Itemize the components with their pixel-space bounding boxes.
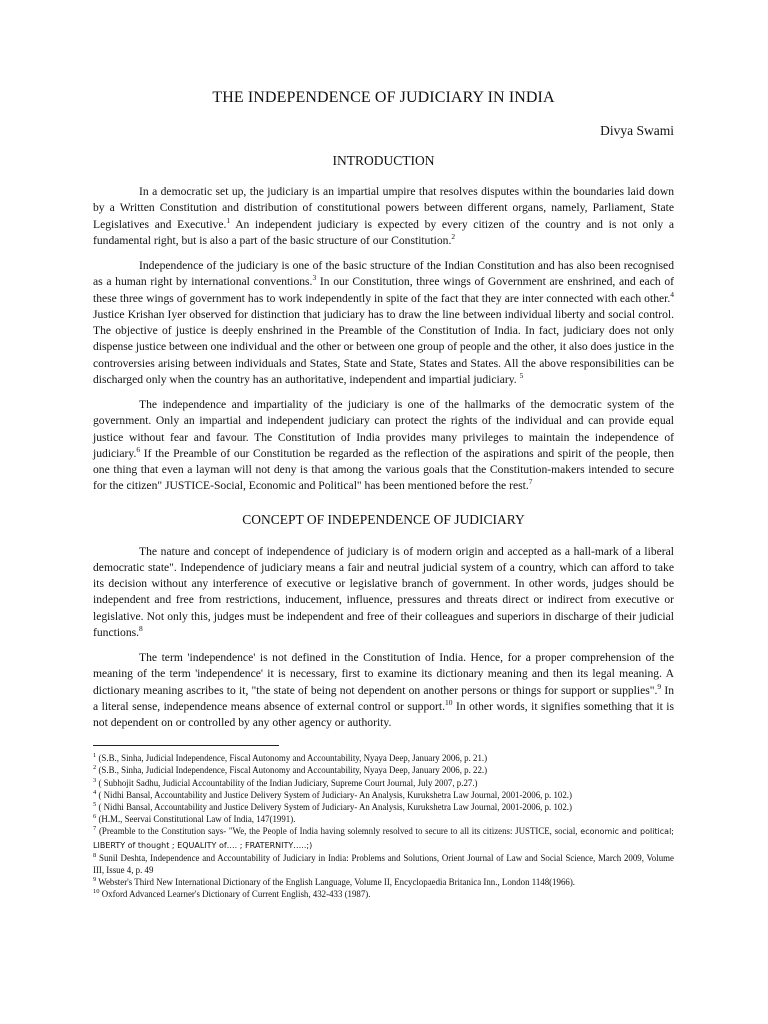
footnote-number: 6 xyxy=(93,813,97,821)
footnote-number: 3 xyxy=(93,776,97,784)
paragraph-2-text-a: Independence of the judiciary is one of the basic structure of the Indian Constitution and has also been recognised as a human right by international conventions. xyxy=(93,259,674,289)
footnote-ref-8: 8 xyxy=(139,623,143,633)
footnote-text: Oxford Advanced Learner's Dictionary of Current English, 432-433 (1987). xyxy=(99,889,371,900)
footnote-3 xyxy=(93,777,674,789)
paragraph-2-text-b: In our Constitution, three wings of Government are enshrined, and each of these three wings of government has to work independently in spite of the fact that they are inter connected with each other. xyxy=(93,275,674,305)
footnote-7 xyxy=(93,825,674,851)
footnote-number: 9 xyxy=(93,876,97,884)
footnote-text: (S.B., Sinha, Judicial Independence, Fiscal Autonomy and Accountability, Nyaya Deep, January 2006, p. 22.) xyxy=(96,765,488,776)
footnote-6 xyxy=(93,813,674,825)
footnote-ref-10: 10 xyxy=(445,697,453,707)
paragraph-3-text-a: The independence and impartiality of the judiciary is one of the hallmarks of the democratic system of the government. Only an impartial and independent judiciary can protect the rights of the individual and can provide equal justice without fear and favour. The Constitution of India provides many privileges to maintain the independence of judiciary. xyxy=(93,398,674,460)
paragraph-1 xyxy=(93,184,674,249)
footnote-ref-3: 3 xyxy=(312,273,317,283)
footnote-text: ( Subhojit Sadhu, Judicial Accountability of the Indian Judiciary, Supreme Court Journal, July 2007, p.27.) xyxy=(96,777,478,788)
paragraph-4-text-a: The nature and concept of independence of judiciary is of modern origin and accepted as a hall-mark of a liberal democratic state". Independence of judiciary means a fair and neutral judicial system of a country, which can afford to take its decision without any interference of executive or legislative branch of government. In other words, judges should be independent and free from restrictions, inducement, influence, pressures and threats direct or indirect from executive or legislative. Not only this, judges must be independent and free of their colleagues and superiors in discharge of their judicial functions. xyxy=(93,544,674,639)
author-name: Divya Swami xyxy=(600,123,674,138)
footnote-text: ( Nidhi Bansal, Accountability and Justice Delivery System of Judiciary- An Analysis, Kurukshetra Law Journal, 2001-2006, p. 102.) xyxy=(96,802,572,813)
footnote-ref-7: 7 xyxy=(528,477,533,487)
footnote-number: 2 xyxy=(93,764,97,772)
footnote-number: 1 xyxy=(93,752,97,760)
footnote-8 xyxy=(93,852,674,876)
section-heading-introduction: INTRODUCTION xyxy=(332,153,435,168)
paragraph-1-text-b: An independent judiciary is expected by every citizen of the country and is not only a fundamental right, but is also a part of the basic structure of our Constitution. xyxy=(93,217,674,247)
paragraph-5-text-a: The term 'independence' is not defined in the Constitution of India. Hence, for a proper comprehension of the meaning of the term 'independence' it is necessary, first to examine its dictionary meaning and then its legal meaning. A dictionary meaning ascribes to it, "the state of being not dependent on another persons or things for support or supplies". xyxy=(93,651,674,697)
footnote-4 xyxy=(93,789,674,801)
footnote-text: (S.B., Sinha, Judicial Independence, Fiscal Autonomy and Accountability, Nyaya Deep, January 2006, p. 21.) xyxy=(96,753,488,764)
footnote-ref-4: 4 xyxy=(670,289,674,299)
paragraph-4 xyxy=(93,544,674,642)
section-heading-concept: CONCEPT OF INDEPENDENCE OF JUDICIARY xyxy=(242,511,525,527)
footnote-text: (Preamble to the Constitution says- "We, the People of India having solemnly resolved to secure to all its citizens: JUSTICE, social, xyxy=(96,826,581,837)
footnote-number: 4 xyxy=(93,788,97,796)
footnote-5 xyxy=(93,801,674,813)
footnote-text: Webster's Third New International Dictionary of the English Language, Volume II, Encyclopaedia Britanica Inn., London 1148(1966). xyxy=(96,877,576,888)
footnote-number: 10 xyxy=(93,888,100,896)
paragraph-3-text-b: If the Preamble of our Constitution be regarded as the reflection of the aspirations and spirit of the people, then one thing that even a layman will not deny is that among the various goals that the Constitution-makers intended to secure for the citizen" JUSTICE-Social, Economic and Political" has been mentioned before the rest. xyxy=(93,446,674,493)
paragraph-5-text-c: In other words, it signifies something that it is not dependent on or controlled by any other agency or authority. xyxy=(93,699,674,729)
footnote-ref-5: 5 xyxy=(519,370,524,380)
footnote-separator xyxy=(93,745,279,746)
footnote-text-continued: economic and political; LIBERTY of thought ; EQUALITY of…. ; FRATERNITY…..;) xyxy=(93,827,674,850)
paragraph-1-text-a: In a democratic set up, the judiciary is an impartial umpire that resolves disputes within the boundaries laid down by a Written Constitution and distribution of constitutional powers between different organs, namely, Parliament, State Legislatives and Executive. xyxy=(93,185,674,231)
paragraph-2 xyxy=(93,258,674,388)
footnote-ref-2: 2 xyxy=(451,231,456,241)
footnote-2 xyxy=(93,764,674,776)
footnote-10 xyxy=(93,888,674,900)
paragraph-3 xyxy=(93,397,674,495)
footnote-9 xyxy=(93,876,674,888)
footnote-number: 5 xyxy=(93,801,97,809)
footnote-text: ( Nidhi Bansal, Accountability and Justice Delivery System of Judiciary- An Analysis, Kurukshetra Law Journal, 2001-2006, p. 102.) xyxy=(96,789,572,800)
document-title: THE INDEPENDENCE OF JUDICIARY IN INDIA xyxy=(212,89,555,106)
footnote-ref-6: 6 xyxy=(136,444,141,454)
paragraph-5 xyxy=(93,650,674,731)
footnote-number: 8 xyxy=(93,851,97,859)
footnotes xyxy=(93,752,674,900)
footnote-number: 7 xyxy=(93,825,97,833)
paragraph-5-text-b: In a literal sense, independence means absence of external control or support. xyxy=(93,683,674,713)
footnote-ref-1: 1 xyxy=(226,215,231,225)
footnote-text: (H.M., Seervai Constitutional Law of India, 147(1991). xyxy=(96,814,296,825)
footnote-ref-9: 9 xyxy=(657,681,662,691)
paragraph-2-text-c: Justice Krishan Iyer observed for distinction that judiciary has to draw the line between individual liberty and social control. The objective of justice is deeply enshrined in the Preamble of the Constitution of India. In fact, judiciary does not only dispense justice between one individual and the other or between one group of people and the other, it also does justice in the controversies arising between individuals and States, State and State, States and States. All the above responsibilities can be discharged only when the country has an authoritative, independent and impartial judiciary. xyxy=(93,307,674,386)
footnote-text: Sunil Deshta, Independence and Accountability of Judiciary in India: Problems and Solutions, Orient Journal of Law and Social Science, March 2009, Volume III, Issue 4, p. 49 xyxy=(93,852,674,876)
footnote-1 xyxy=(93,752,674,764)
